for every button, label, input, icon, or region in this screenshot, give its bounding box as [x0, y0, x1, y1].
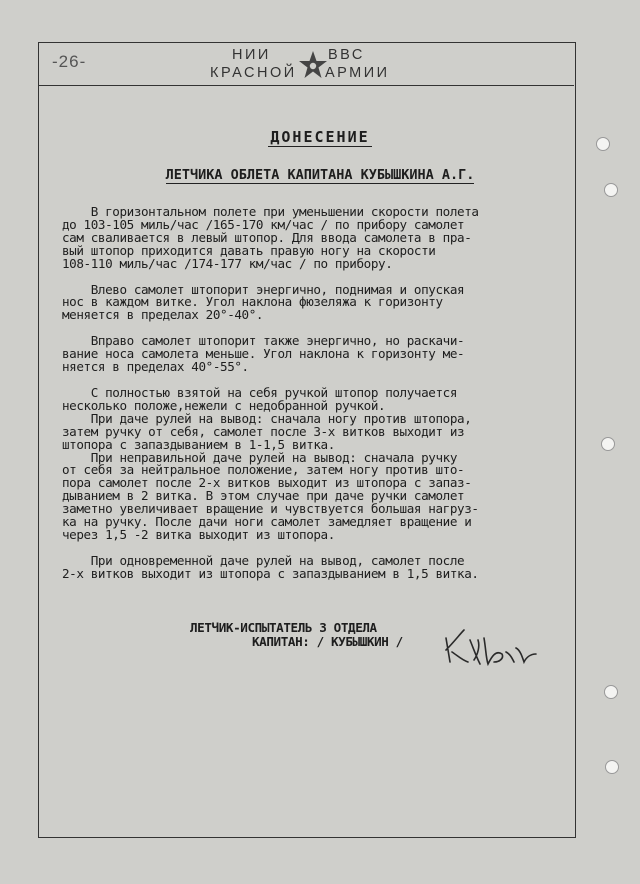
body-line: В горизонтальном полете при уменьшении скорости полета: [62, 204, 479, 219]
body-line: сам сваливается в левый штопор. Для ввода самолета в пра-: [62, 229, 472, 245]
document-subtitle: ЛЕТЧИКА ОБЛЕТА КАПИТАНА КУБЫШКИНА А.Г.: [165, 167, 475, 183]
body-line: При неправильной даче рулей на вывод: сначала ручку: [62, 449, 458, 465]
org-name-vvs: ВВС: [328, 47, 365, 63]
org-name-krasnoy: КРАСНОЙ: [210, 65, 297, 81]
body-line: Влево самолет штопорит энергично, поднимая и опуская: [62, 281, 465, 297]
body-line: При даче рулей на вывод: сначала ногу против штопора,: [62, 410, 472, 426]
body-line: пора самолет после 2-х витков выходит из штопора с запаз-: [62, 475, 472, 491]
punch-hole: [604, 183, 618, 197]
body-line: нос в каждом витке. Угол наклона фюзеляжа к горизонту: [62, 294, 443, 310]
punch-hole: [596, 137, 610, 151]
body-line: вый штопор приходится давать правую ногу на скорости: [62, 242, 436, 258]
body-line: меняется в пределах 20°-40°.: [62, 307, 264, 323]
red-star-emblem-icon: [298, 50, 328, 80]
org-name-armii: АРМИИ: [325, 65, 390, 81]
signature-name-line: КАПИТАН: / КУБЫШКИН /: [252, 634, 403, 649]
body-line: штопора с запаздыванием в 1-1,5 витка.: [62, 436, 335, 452]
org-name-nii: НИИ: [232, 47, 271, 63]
body-line: ка на ручку. После дачи ноги самолет замедляет вращение и: [62, 514, 472, 530]
body-line: вание носа самолета меньше. Угол наклона к горизонту ме-: [62, 346, 465, 362]
punch-hole: [601, 437, 615, 451]
body-line: несколько положе,нежели с недобранной ручкой.: [62, 397, 386, 413]
body-line: 2-х витков выходит из штопора с запаздыванием в 1,5 витка.: [62, 565, 479, 581]
signature-title-line: ЛЕТЧИК-ИСПЫТАТЕЛЬ 3 ОТДЕЛА: [190, 620, 377, 635]
body-line: затем ручку от себя, самолет после 3-х витков выходит из: [62, 423, 465, 439]
header-divider: [38, 85, 574, 86]
body-line: дыванием в 2 витка. В этом случае при даче ручки самолет: [62, 488, 465, 504]
report-body: [62, 206, 568, 581]
body-line: няется в пределах 40°-55°.: [62, 359, 249, 375]
body-line: 108-110 миль/час /174-177 км/час / по прибору.: [62, 255, 393, 271]
body-line: через 1,5 -2 витка выходит из штопора.: [62, 526, 335, 542]
body-line: С полностью взятой на себя ручкой штопор получается: [62, 384, 458, 400]
handwritten-signature: [440, 620, 540, 675]
punch-hole: [605, 760, 619, 774]
body-line: от себя за нейтральное положение, затем ногу против што-: [62, 462, 465, 478]
body-line: При одновременной даче рулей на вывод, самолет после: [62, 552, 465, 568]
document-title: ДОНЕСЕНИЕ: [270, 128, 370, 146]
page-number: -26-: [52, 52, 87, 71]
body-line: до 103-105 миль/час /165-170 км/час / по прибору самолет: [62, 216, 465, 232]
body-line: заметно увеличивает вращение и чувствуется большая нагруз-: [62, 501, 479, 517]
body-line: Вправо самолет штопорит также энергично, но раскачи-: [62, 333, 465, 349]
punch-hole: [604, 685, 618, 699]
